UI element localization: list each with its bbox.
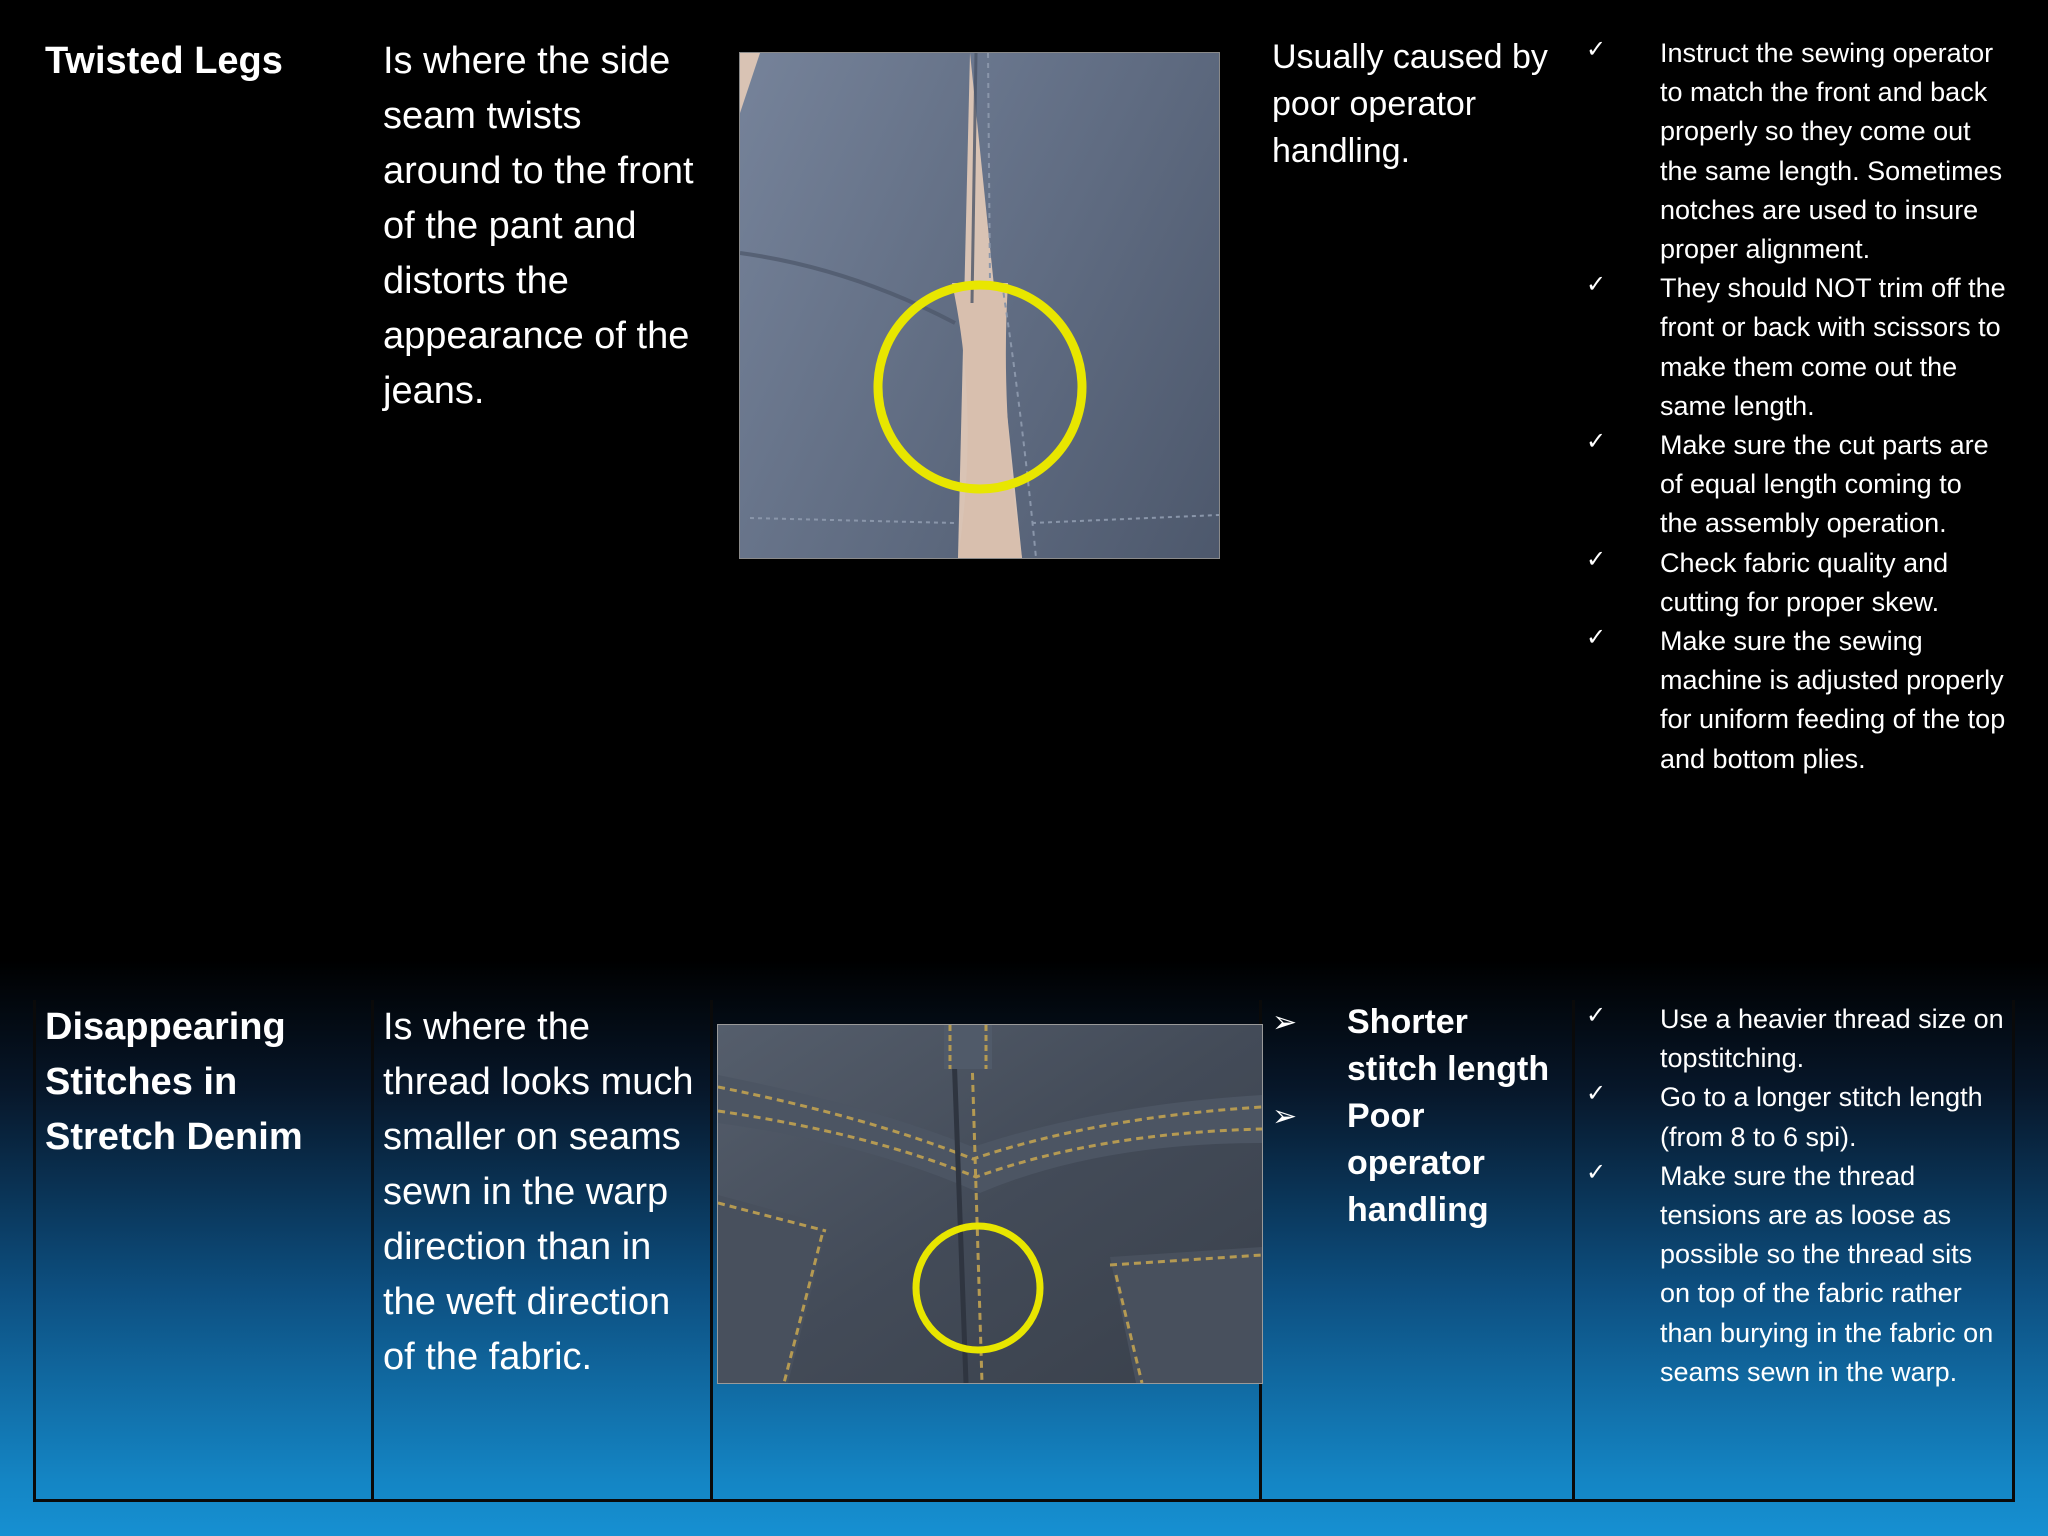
fix-text: Go to a longer stitch length (from 8 to 6 spi). [1660,1082,1983,1152]
row1-fix-list [1586,34,2006,779]
check-icon: ✓ [1586,427,1607,456]
arrow-bullet-icon: ➢ [1272,1006,1298,1039]
fix-text: Use a heavier thread size on topstitching. [1660,1004,2004,1074]
check-icon: ✓ [1586,1157,1607,1186]
check-icon: ✓ [1586,1079,1607,1108]
row1-description: Is where the side seam twists around to the front of the pant and distorts the appearance of the jeans. [383,40,694,412]
fix-item [1586,1000,2006,1078]
check-icon: ✓ [1586,270,1607,299]
fix-item [1586,426,2006,544]
row2-title: Disappearing Stitches in Stretch Denim [45,1006,303,1158]
fix-item [1586,544,2006,622]
fix-text: Make sure the cut parts are of equal length coming to the assembly operation. [1660,430,1989,539]
table-border-right [2012,1000,2015,1500]
twisted-legs-jeans-icon [740,53,1219,558]
cause-item [1272,1093,1562,1234]
fix-item [1586,1157,2006,1392]
twisted-legs-jeans-photo [739,52,1220,559]
arrow-bullet-icon: ➢ [1272,1100,1298,1133]
table-border-col5 [1572,1000,1575,1500]
fix-item [1586,622,2006,779]
row2-cause-list [1272,999,1562,1234]
cause-item [1272,999,1562,1093]
fix-text: Make sure the sewing machine is adjusted properly for uniform feeding of the top and bottom plies. [1660,626,2006,774]
cause-text: Shorter stitch length [1347,1003,1550,1088]
check-icon: ✓ [1586,35,1607,63]
check-icon: ✓ [1586,544,1607,573]
jeans-back-seam-icon [718,1025,1262,1383]
cause-text: Poor operator handling [1347,1097,1489,1229]
row1-cause: Usually caused by poor operator handling. [1272,38,1548,170]
table-border-col3 [710,1000,713,1500]
fix-item [1586,1078,2006,1156]
table-border-left [33,1000,36,1500]
table-border-col2 [371,1000,374,1500]
check-icon: ✓ [1586,1001,1607,1029]
row2-fix-list [1586,1000,2006,1392]
table-border-bottom [33,1499,2015,1502]
row1-title: Twisted Legs [45,40,283,82]
check-icon: ✓ [1586,623,1607,652]
fix-item [1586,269,2006,426]
jeans-back-seam-photo [717,1024,1263,1384]
row2-description: Is where the thread looks much smaller on seams sewn in the warp direction than in the weft direction of the fabric. [383,1006,694,1378]
fix-item [1586,34,2006,269]
fix-text: Make sure the thread tensions are as loose as possible so the thread sits on top of the fabric rather than burying in the fabric on seams sewn in the warp. [1660,1160,1994,1387]
fix-text: Instruct the sewing operator to match the front and back properly so they come out the same length. Sometimes notches are used to insure proper alignment. [1660,38,2003,265]
fix-text: Check fabric quality and cutting for proper skew. [1660,547,1949,617]
fix-text: They should NOT trim off the front or back with scissors to make them come out the same length. [1660,273,2006,421]
